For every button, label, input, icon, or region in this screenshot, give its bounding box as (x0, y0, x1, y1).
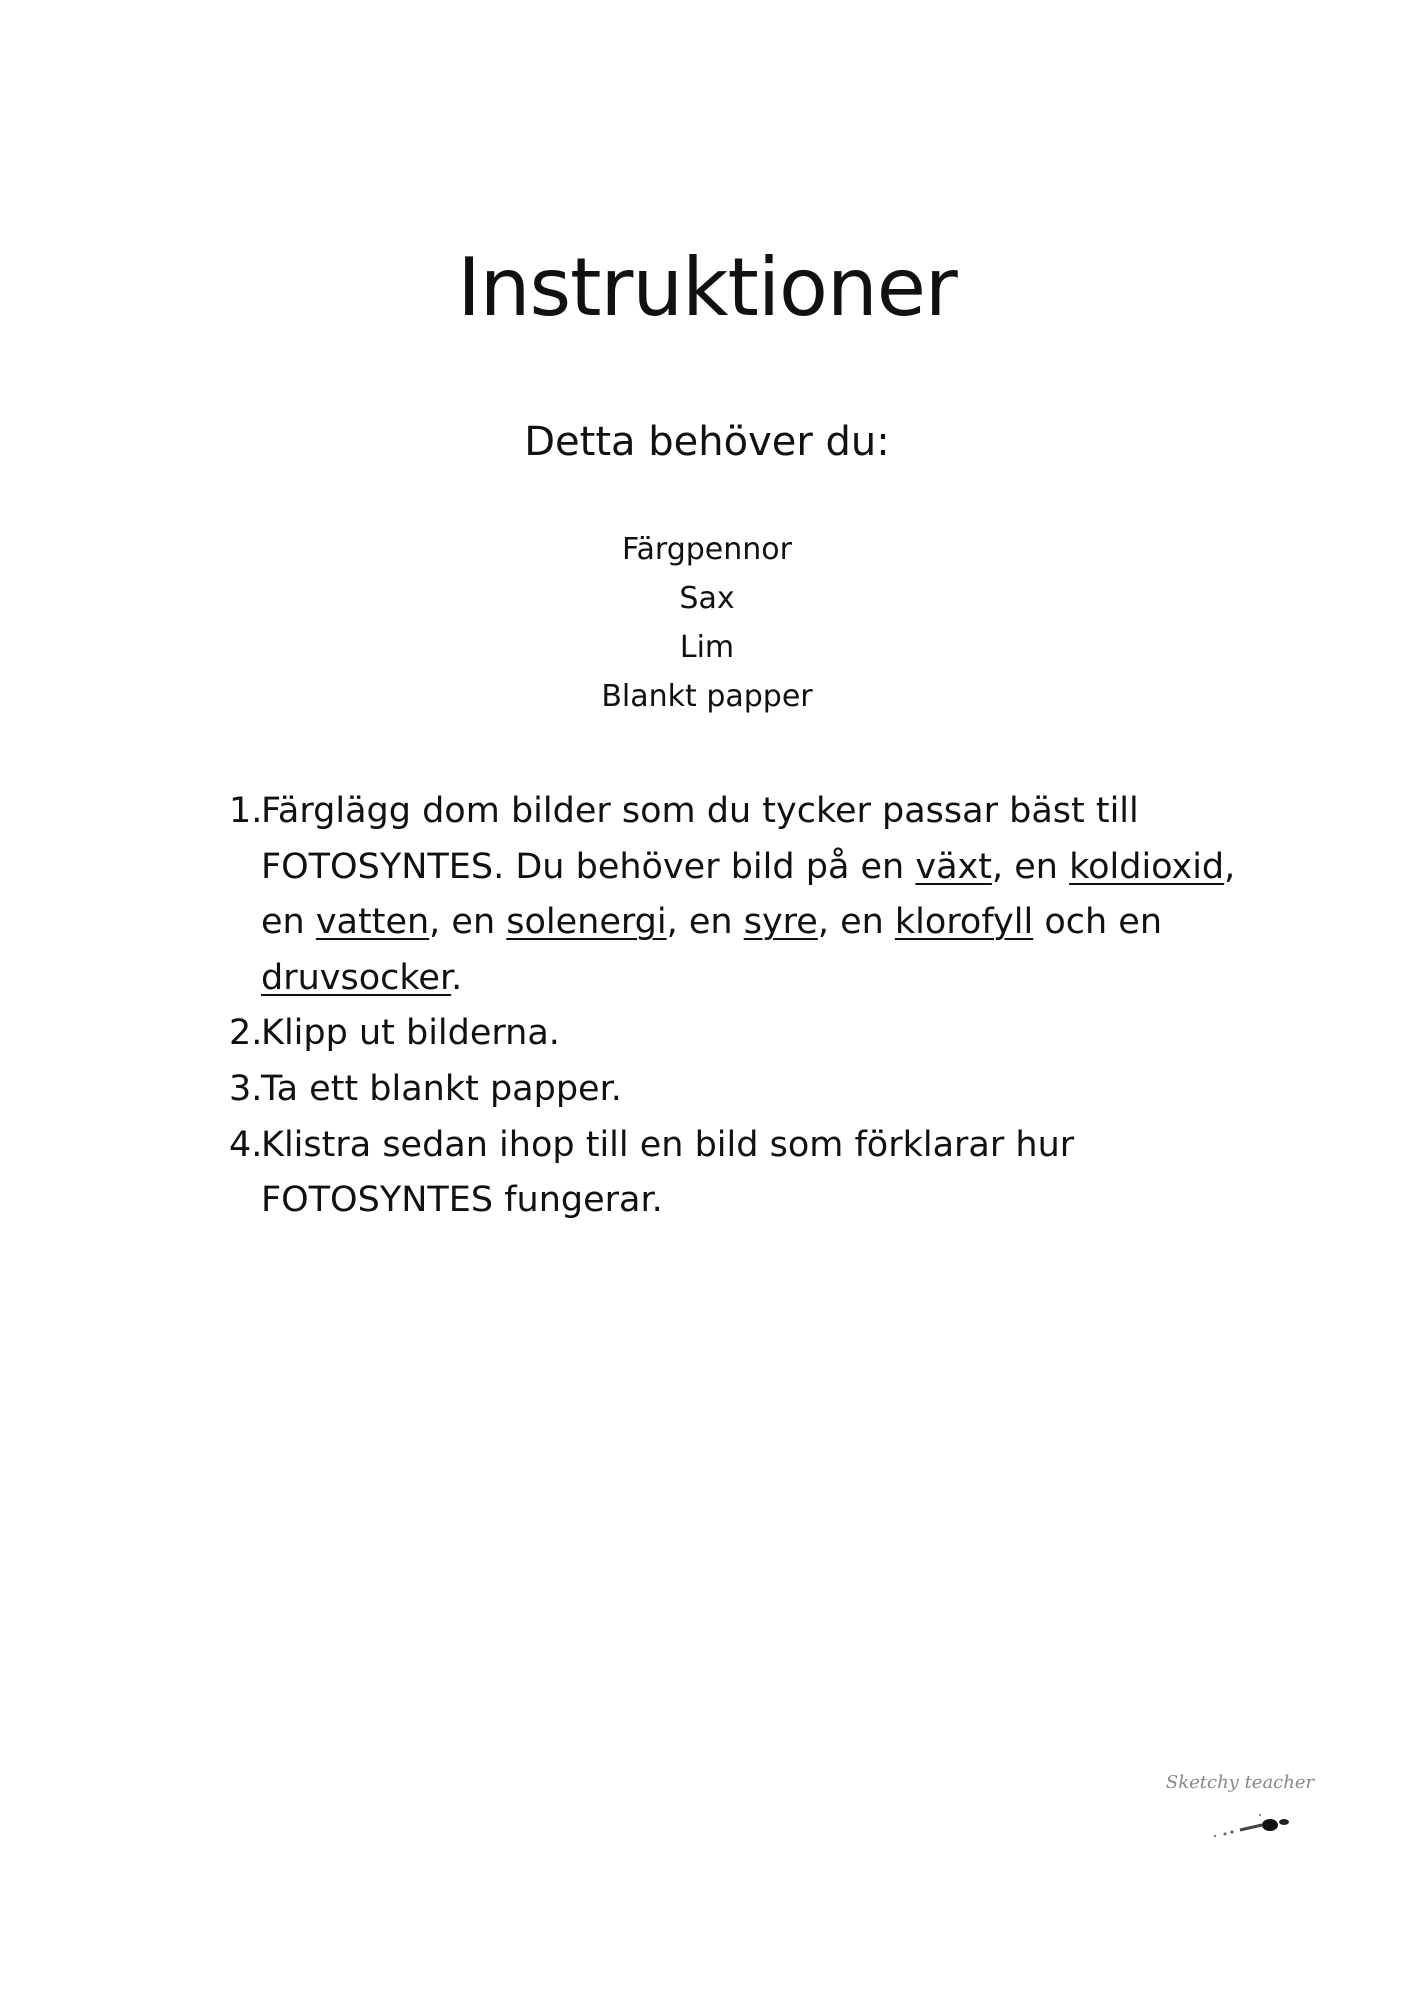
keyword: växt (915, 846, 992, 887)
step-text: Klipp ut bilderna. (261, 1013, 560, 1054)
step-text: Ta ett blankt papper. (261, 1068, 622, 1109)
step-text: och en (1033, 902, 1163, 943)
step-number: 1. (229, 791, 263, 831)
keyword: solenergi (506, 902, 667, 943)
step-text: , en (666, 902, 744, 943)
supply-item: Färgpennor (622, 532, 792, 567)
instruction-steps (229, 784, 1239, 1229)
step-text: Färglägg dom bilder som du tycker passar bäst till FOTOSYNTES. Du behöver bild på en (261, 791, 1139, 887)
keyword: koldioxid (1069, 846, 1225, 887)
step-text: , en (261, 846, 1236, 943)
step-text: Klistra sedan ihop till en bild som förklarar hur FOTOSYNTES fungerar. (261, 1124, 1075, 1221)
step-number: 4. (229, 1124, 263, 1165)
supplies-list (0, 525, 1414, 721)
sketchy-teacher-logo (1160, 1770, 1320, 1840)
keyword: druvsocker (261, 957, 452, 998)
supply-item: Blankt papper (601, 679, 813, 714)
step-2 (229, 1006, 1239, 1062)
step-text: , en (991, 846, 1070, 887)
supply-item: Sax (679, 581, 735, 616)
step-text: , en (817, 902, 895, 943)
step-text: . (451, 957, 463, 998)
step-text: , en (429, 902, 507, 943)
step-4 (229, 1118, 1239, 1229)
keyword: syre (743, 902, 818, 943)
keyword: vatten (315, 902, 430, 943)
step-3 (229, 1062, 1239, 1118)
supply-item: Lim (679, 630, 735, 665)
page-title: Instruktioner (457, 241, 957, 334)
logo-text: Sketchy teacher (1165, 1772, 1315, 1793)
supplies-heading: Detta behöver du: (524, 419, 890, 465)
step-number: 2. (229, 1013, 263, 1054)
step-number: 3. (229, 1068, 263, 1109)
keyword: klorofyll (894, 902, 1034, 943)
step-1 (229, 784, 1239, 1006)
